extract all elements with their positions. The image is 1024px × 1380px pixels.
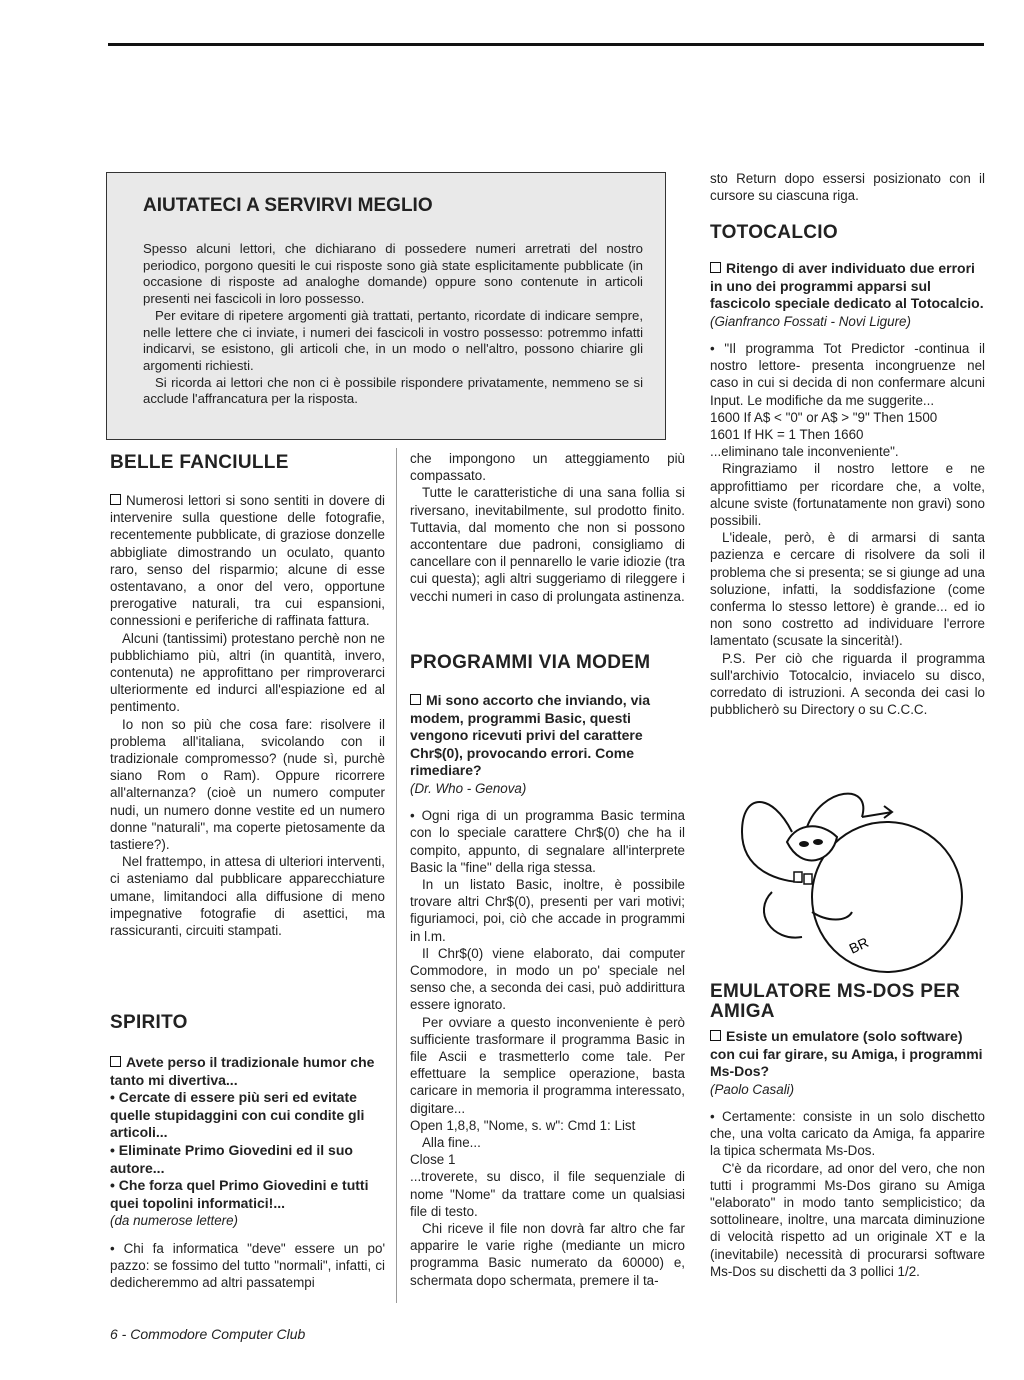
article-continuation (410, 450, 685, 605)
column-divider (396, 448, 397, 1303)
article-paragraph: P.S. Per ciò che riguarda il programma sull'archivio Totocalcio, inviacelo su disco, corredato di istruzioni. A seconda dei casi lo pubblicherò su Directory o su C.C.C. (710, 650, 985, 718)
section-title-modem: PROGRAMMI VIA MODEM (410, 652, 651, 673)
notice-title: AIUTATECI A SERVIRVI MEGLIO (143, 195, 433, 216)
article-spirito (110, 1054, 385, 1291)
reader-question: • Eliminate Primo Giovedini ed il suo autore... (110, 1141, 353, 1176)
article-paragraph: ...troverete, su disco, il file sequenziale di nome "Nome" da trattare come un qualsiasi file di testo. (410, 1169, 685, 1219)
reader-question: Avete perso il tradizionale humor che tanto mi divertiva... (110, 1054, 375, 1088)
section-title-toto: TOTOCALCIO (710, 222, 838, 243)
code-line: 1601 If HK = 1 Then 1660 (710, 427, 864, 442)
article-paragraph: Numerosi lettori si sono sentiti in dovere di intervenire sulla questione delle fotografie, recentemente pubblicate, di graziose donzelle abbigliate dimostrando un oculato, quanto raro, senso del risparmio; alcune di esse ostentavano, a onor del vero, opportune prerogative naturali, tra cui espansioni, connessioni e periferiche di raffinata fattura. (110, 493, 385, 629)
reader-question: Esiste un emulatore (solo software) con cui far girare, su Amiga, i programmi Ms-Dos? (710, 1028, 983, 1080)
code-line: Alla fine... (422, 1135, 481, 1151)
article-paragraph: Chi riceve il file non dovrà far altro che far apparire le varie righe (mediante un micro programma Basic numerato da 60000) e, schermata dopo schermata, premere il ta- (410, 1221, 685, 1288)
article-paragraph: • Ogni riga di un programma Basic termina con lo speciale carattere Chr$(0) che ha il compito, appunto, di segnalare all'interprete Basic la "fine" della riga stessa. (410, 808, 685, 875)
drawing-signature: BR (846, 933, 871, 957)
square-bullet-icon (710, 1030, 721, 1041)
article-paragraph: L'ideale, però, è di armarsi di santa pazienza e cercare di risolvere da soli il problema che si presenta; se si giunge ad una soluzione, infatti, la soddisfazione (come conferma lo stesso lettore) è grande... ed io non sono costretto ad individuare l'errore lamentato (scusate la sincerità!). (710, 530, 985, 649)
article-paragraph: Tutte le caratteristiche di una sana follia si riversano, inevitabilmente, sul prodotto finito. Tuttavia, dal momento che non si possono accontentare due padroni, consigliamo di cancellare con il pennarello le varie idiozie (tra cui questa); agli altri suggeriamo di rileggere i vecchi numeri in caso di prolungata astinenza. (410, 485, 685, 604)
article-emu (710, 1028, 985, 1280)
square-bullet-icon (110, 1056, 121, 1067)
article-paragraph: • Certamente: consiste in un solo dischetto che, una volta caricato da Amiga, fa apparire la tipica schermata Ms-Dos. (710, 1108, 985, 1159)
notice-paragraph: Spesso alcuni lettori, che dichiarano di possedere numeri arretrati del nostro periodico, porgono quesiti le cui risposte sono già state esplicitamente pubblicate (in occasione di risposte ad analoghe domande) oppure sono contenute in articoli presenti nei fascicoli in loro possesso. (143, 241, 643, 307)
article-paragraph: • "Il programma Tot Predictor -continua il nostro lettore- presenta incongruenze nel caso in cui si decida di non confermare alcuni Input. Le modifiche da me suggerite... (710, 340, 985, 408)
article-paragraph: Io non so più che cosa fare: risolvere il problema all'italiana, svicolando con il tradizionale compromesso? (nude sì, purchè siano Rom o Ram). Oppure ricorrere all'alternanza? (cioè un numero computer nudi, un numero donne vestite ed un numero donne "naturali", ma coperte pietosamente da tastiere?). (110, 716, 385, 853)
square-bullet-icon (110, 494, 121, 505)
article-paragraph: Nel frattempo, in attesa di ulteriori interventi, ci asteniamo dal pubblicare apparecchiature umane, limitandoci alla diffusione di meno impegnative fotografie di asettici, ma rassicuranti, circuiti stampati. (110, 854, 385, 939)
cartoon-drawing (712, 772, 982, 977)
top-rule (108, 43, 984, 46)
article-paragraph: che impongono un atteggiamento più compassato. (410, 451, 685, 484)
question-author: (Gianfranco Fossati - Novi Ligure) (710, 313, 911, 329)
section-title-emu: EMULATORE MS-DOS PER AMIGA (710, 981, 961, 1022)
article-belle (110, 492, 385, 939)
page-footer: 6 - Commodore Computer Club (110, 1326, 306, 1342)
article-modem (410, 692, 685, 1289)
reader-question: Ritengo di aver individuato due errori in uno dei programmi apparsi sul fascicolo speciale dedicato al Totocalcio. (710, 260, 984, 312)
reader-question: • Cercate di essere più seri ed evitate quelle stupidaggini con cui condite gli articoli... (110, 1089, 365, 1141)
code-line: Close 1 (410, 1152, 456, 1168)
article-paragraph: sto Return dopo essersi posizionato con il cursore su ciascuna riga. (710, 171, 985, 204)
code-line: 1600 If A$ < "0" or A$ > "9" Then 1500 (710, 409, 938, 425)
code-line: Open 1,8,8, "Nome, s. w": Cmd 1: List (410, 1117, 636, 1133)
article-paragraph: Il Chr$(0) viene elaborato, dai computer Commodore, in modo un po' speciale nel senso che, a seconda dei casi, può addirittura essere ignorato. (410, 945, 685, 1013)
section-title-spirito: SPIRITO (110, 1012, 188, 1033)
article-paragraph: C'è da ricordare, ad onor del vero, che non tutti i programmi Ms-Dos girano su Amiga "elaborato" in modo tanto semplicistico; da sottolineare, inoltre, una marcata diminuzione di velocità rispetto ad un originale XT e la (inevitabile) necessità di procurarsi software Ms-Dos su dischetti da 3 pollici 1/2. (710, 1160, 985, 1279)
article-paragraph: Per ovviare a questo inconveniente è però sufficiente trasformare il programma Basic in file Ascii e trasmetterlo come tale. Per effettuare la semplice operazione, basta caricare in memoria il programma interessato, digitare... (410, 1014, 685, 1116)
reader-question: • Che forza quel Primo Giovedini e tutti quei topolini informatici!... (110, 1177, 369, 1211)
article-paragraph: • Chi fa informatica "deve" essere un po' pazzo: se fossimo del tutto "normali", infatti, ci dedicheremmo ad altri passatempi (110, 1240, 385, 1290)
notice-box (106, 172, 666, 440)
notice-paragraph: Si ricorda ai lettori che non ci è possibile rispondere privatamente, nemmeno se si acclude l'affrancatura per la risposta. (143, 374, 643, 407)
article-continuation (710, 170, 985, 204)
question-author: (Paolo Casali) (710, 1081, 795, 1097)
question-author: (Dr. Who - Genova) (410, 780, 527, 796)
article-toto (710, 260, 985, 718)
square-bullet-icon (410, 694, 421, 705)
code-line: ...eliminano tale inconveniente". (710, 444, 899, 460)
question-author: (da numerose lettere) (110, 1213, 239, 1229)
notice-paragraph: Per evitare di ripetere argomenti già trattati, pertanto, ricordate di indicare sempre, nelle lettere che ci inviate, i numeri dei fascicoli in vostro possesso: potremmo infatti indicarvi, se esistono, gli articoli che, in un modo o nell'altro, possono chiarire gli argomenti richiesti. (143, 307, 643, 373)
article-paragraph: Alcuni (tantissimi) protestano perchè non ne pubblichiamo più, altri (in quantità, invero, contenuta) ne approfittano per rimproverarci ulteriormente ed indurci all'espiazione ed al pentimento. (110, 630, 385, 715)
section-title-belle: BELLE FANCIULLE (110, 452, 289, 473)
reader-question: Mi sono accorto che inviando, via modem, programmi Basic, questi vengono ricevuti privi del carattere Chr$(0), provocando errori. Come rimediare? (410, 692, 651, 779)
article-paragraph: In un listato Basic, inoltre, è possibile trovare altri Chr$(0), presenti per vari motivi; figuriamoci, poi, ciò che accade in programmi in l.m. (410, 876, 685, 944)
square-bullet-icon (710, 262, 721, 273)
article-paragraph: Ringraziamo il nostro lettore e ne approfittiamo per ricordare che, a volte, alcune sviste (fortunatamente non gravi) sono possibili. (710, 461, 985, 529)
